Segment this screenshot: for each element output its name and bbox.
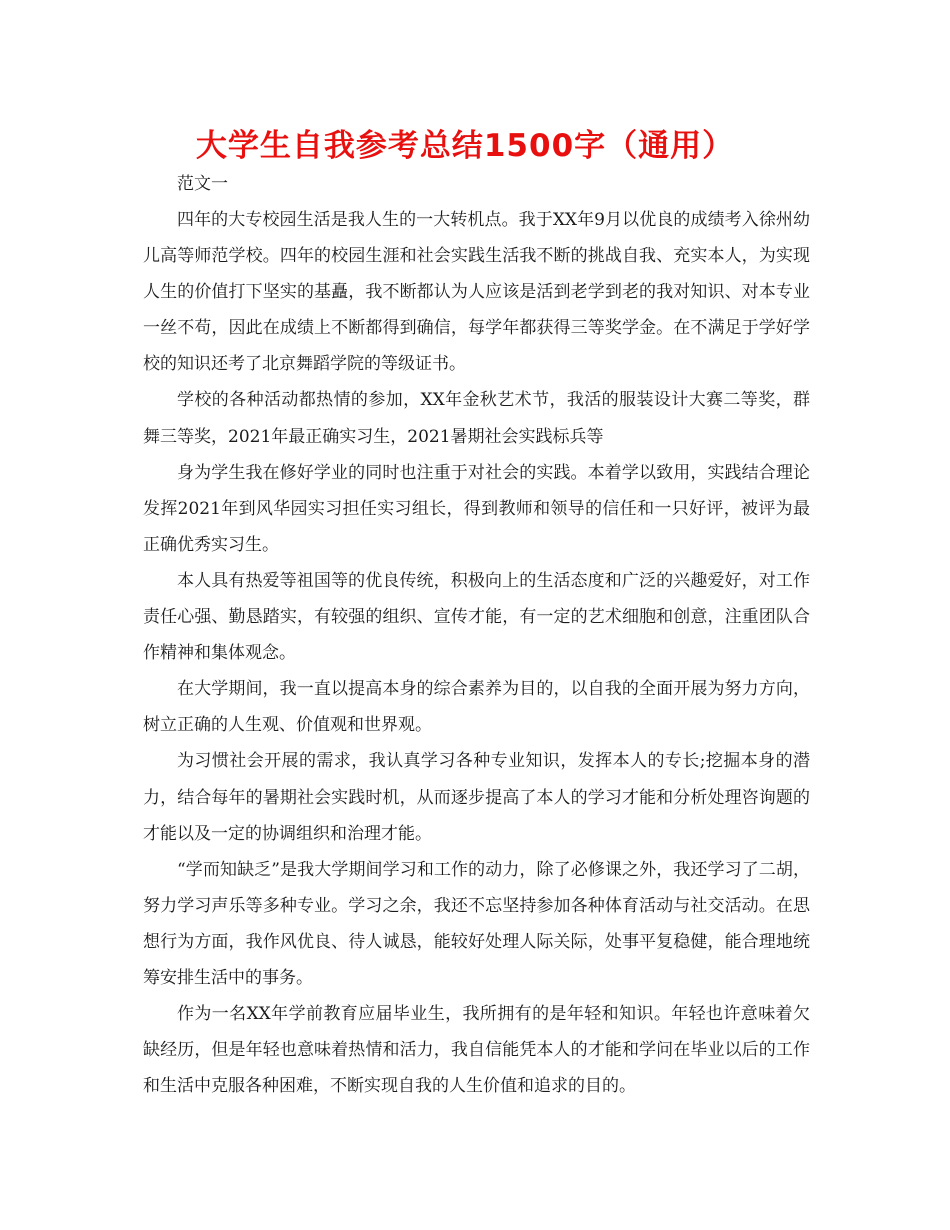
paragraph-4: 本人具有热爱等祖国等的优良传统，积极向上的生活态度和广泛的兴趣爱好，对工作责任心强、勤恳踏实，有较强的组织、宣传才能，有一定的艺术细胞和创意，注重团队合作精神和集体观念。 xyxy=(143,570,810,664)
paragraph-3: 身为学生我在修好学业的同时也注重于对社会的实践。本着学以致用，实践结合理论发挥2021年到风华园实习担任实习组长，得到教师和领导的信任和一只好评，被评为最正确优秀实习生。 xyxy=(143,462,810,555)
document-title: 大学生自我参考总结1500字（通用） xyxy=(195,128,735,164)
sample-label: 范文一 xyxy=(177,174,228,194)
paragraph-6: 为习惯社会开展的需求，我认真学习各种专业知识，发挥本人的专长;挖掘本身的潜力，结合每年的暑期社会实践时机，从而逐步提高了本人的学习才能和分析处理咨询题的才能以及一定的协调组织和治理才能。 xyxy=(143,751,810,844)
paragraph-2: 学校的各种活动都热情的参加，XX年金秋艺术节，我活的服装设计大赛二等奖，群舞三等奖，2021年最正确实习生，2021暑期社会实践标兵等 xyxy=(143,390,810,447)
paragraph-1: 四年的大专校园生活是我人生的一大转机点。我于XX年9月以优良的成绩考入徐州幼儿高等师范学校。四年的校园生涯和社会实践生活我不断的挑战自我、充实本人，为实现人生的价值打下坚实的基矗，我不断都认为人应该是活到老学到老的我对知识、对本专业一丝不苟，因此在成绩上不断都得到确信，每学年都获得三等奖学金。在不满足于学好学校的知识还考了北京舞蹈学院的等级证书。 xyxy=(143,210,810,375)
paragraph-7: “学而知缺乏”是我大学期间学习和工作的动力，除了必修课之外，我还学习了二胡，努力学习声乐等多种专业。学习之余，我还不忘坚持参加各种体育活动与社交活动。在思想行为方面，我作风优良、待人诚恳，能较好处理人际关际，处事平复稳健，能合理地统筹安排生活中的事务。 xyxy=(143,859,810,988)
paragraph-5: 在大学期间，我一直以提高本身的综合素养为目的，以自我的全面开展为努力方向，树立正确的人生观、价值观和世界观。 xyxy=(143,679,810,736)
paragraph-8: 作为一名XX年学前教育应届毕业生，我所拥有的是年轻和知识。年轻也许意味着欠缺经历，但是年轻也意味着热情和活力，我自信能凭本人的才能和学问在毕业以后的工作和生活中克服各种困难，不断实现自我的人生价值和追求的目的。 xyxy=(143,1004,810,1097)
document-body xyxy=(143,166,810,1104)
